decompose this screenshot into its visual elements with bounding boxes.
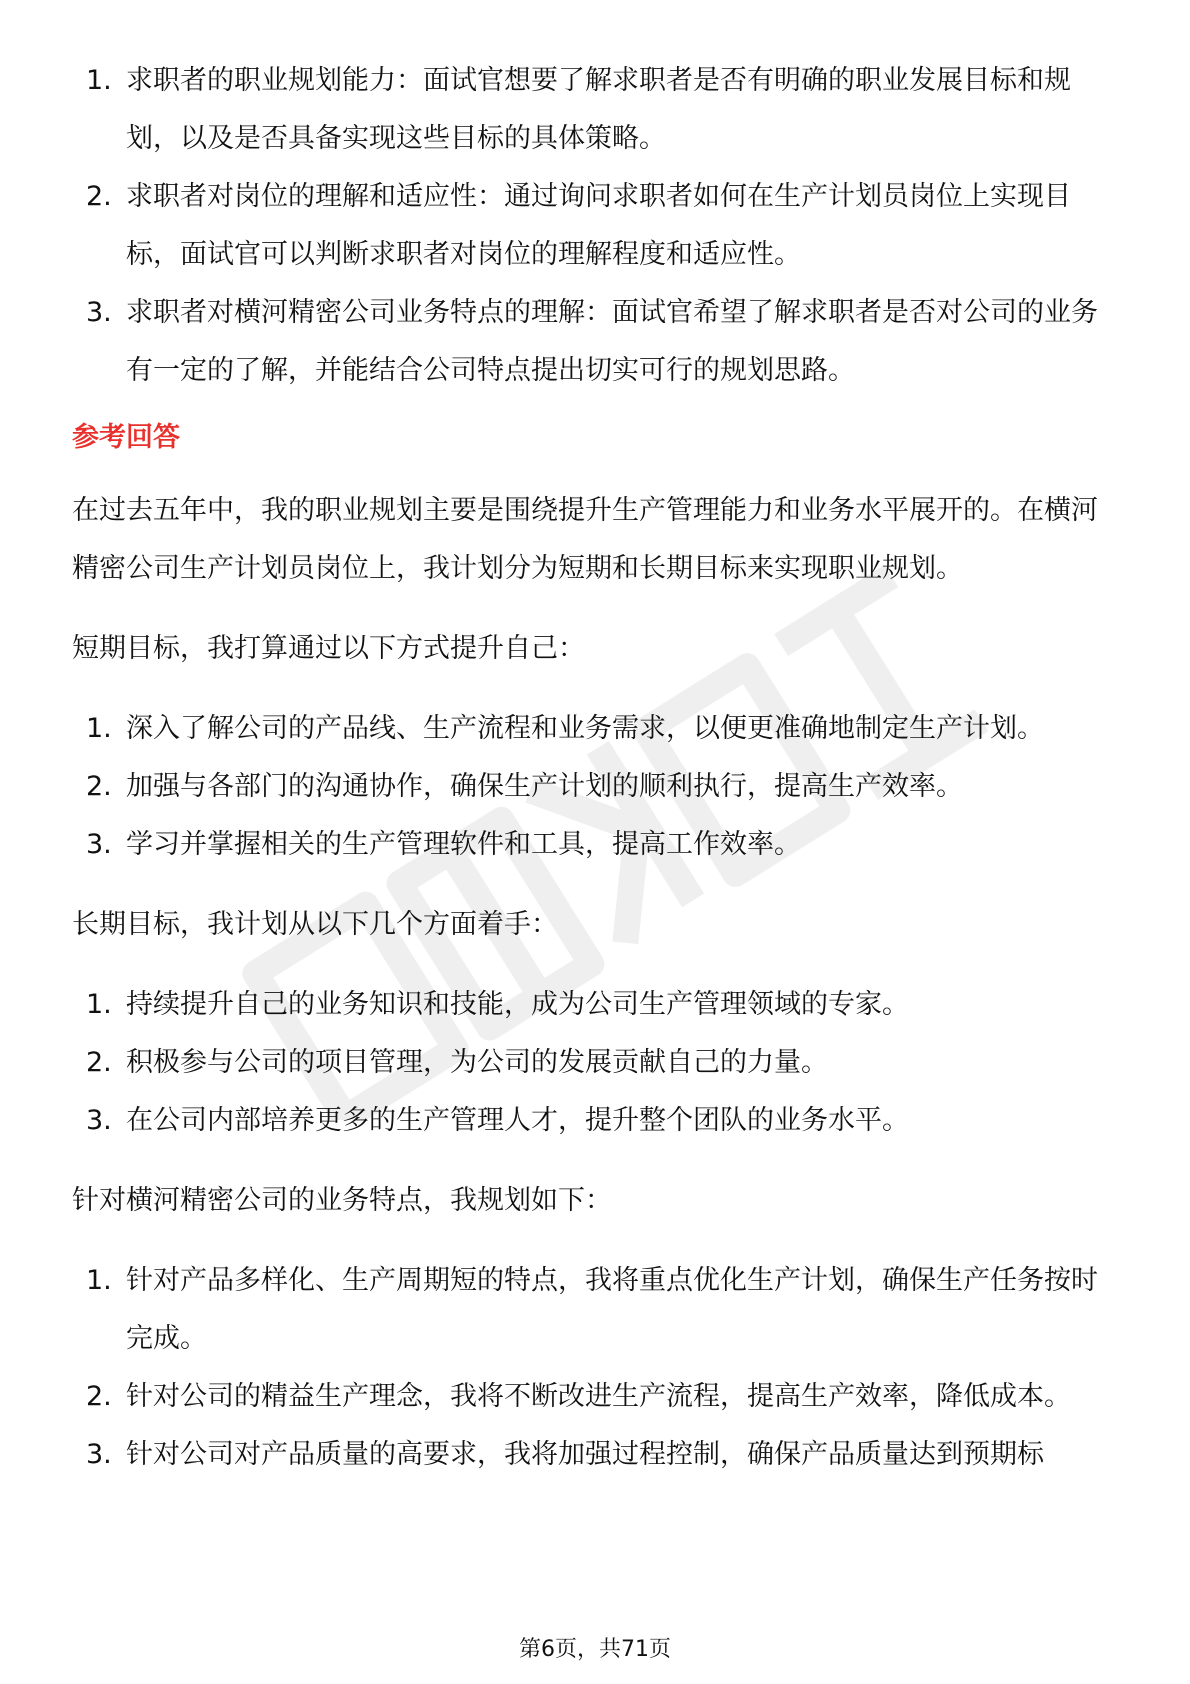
list-number: 3.	[86, 1439, 112, 1470]
list-item	[72, 1092, 1120, 1150]
list-item	[72, 1252, 1120, 1368]
answer-heading: 参考回答	[72, 422, 180, 453]
short-term-list	[72, 700, 1120, 874]
list-number: 1.	[86, 65, 112, 96]
answer-intro: 在过去五年中，我的职业规划主要是围绕提升生产管理能力和业务水平展开的。在横河精密公司生产计划员岗位上，我计划分为短期和长期目标来实现职业规划。	[72, 495, 1098, 584]
list-number: 2.	[86, 771, 112, 802]
list-number: 1.	[86, 989, 112, 1020]
list-item	[72, 52, 1120, 168]
list-number: 2.	[86, 1381, 112, 1412]
list-item	[72, 816, 1120, 874]
intro-list	[72, 52, 1120, 400]
list-text: 加强与各部门的沟通协作，确保生产计划的顺利执行，提高生产效率。	[126, 771, 963, 802]
list-number: 3.	[86, 829, 112, 860]
list-text: 学习并掌握相关的生产管理软件和工具，提高工作效率。	[126, 829, 801, 860]
list-text: 针对公司对产品质量的高要求，我将加强过程控制，确保产品质量达到预期标	[126, 1439, 1044, 1470]
list-text: 求职者对岗位的理解和适应性：通过询问求职者如何在生产计划员岗位上实现目标，面试官可以判断求职者对岗位的理解程度和适应性。	[126, 181, 1071, 270]
list-text: 求职者的职业规划能力：面试官想要了解求职者是否有明确的职业发展目标和规划，以及是否具备实现这些目标的具体策略。	[126, 65, 1071, 154]
list-number: 2.	[86, 1047, 112, 1078]
list-text: 求职者对横河精密公司业务特点的理解：面试官希望了解求职者是否对公司的业务有一定的了解，并能结合公司特点提出切实可行的规划思路。	[126, 297, 1098, 386]
short-term-lead: 短期目标，我打算通过以下方式提升自己：	[72, 633, 585, 664]
list-text: 在公司内部培养更多的生产管理人才，提升整个团队的业务水平。	[126, 1105, 909, 1136]
business-list	[72, 1252, 1120, 1484]
list-number: 2.	[86, 181, 112, 212]
list-item	[72, 284, 1120, 400]
list-number: 1.	[86, 1265, 112, 1296]
content	[72, 52, 1120, 1484]
list-text: 持续提升自己的业务知识和技能，成为公司生产管理领域的专家。	[126, 989, 909, 1020]
page-footer: 第6页，共71页	[519, 1637, 671, 1662]
list-item	[72, 700, 1120, 758]
list-number: 3.	[86, 1105, 112, 1136]
list-item	[72, 758, 1120, 816]
list-item	[72, 168, 1120, 284]
list-number: 3.	[86, 297, 112, 328]
business-lead: 针对横河精密公司的业务特点，我规划如下：	[72, 1185, 612, 1216]
long-term-lead: 长期目标，我计划从以下几个方面着手：	[72, 909, 558, 940]
list-item	[72, 1034, 1120, 1092]
list-item	[72, 1426, 1120, 1484]
list-text: 积极参与公司的项目管理，为公司的发展贡献自己的力量。	[126, 1047, 828, 1078]
list-number: 1.	[86, 713, 112, 744]
list-item	[72, 976, 1120, 1034]
long-term-list	[72, 976, 1120, 1150]
list-text: 针对公司的精益生产理念，我将不断改进生产流程，提高生产效率，降低成本。	[126, 1381, 1071, 1412]
list-item	[72, 1368, 1120, 1426]
list-text: 针对产品多样化、生产周期短的特点，我将重点优化生产计划，确保生产任务按时完成。	[126, 1265, 1098, 1354]
list-text: 深入了解公司的产品线、生产流程和业务需求，以便更准确地制定生产计划。	[126, 713, 1044, 744]
